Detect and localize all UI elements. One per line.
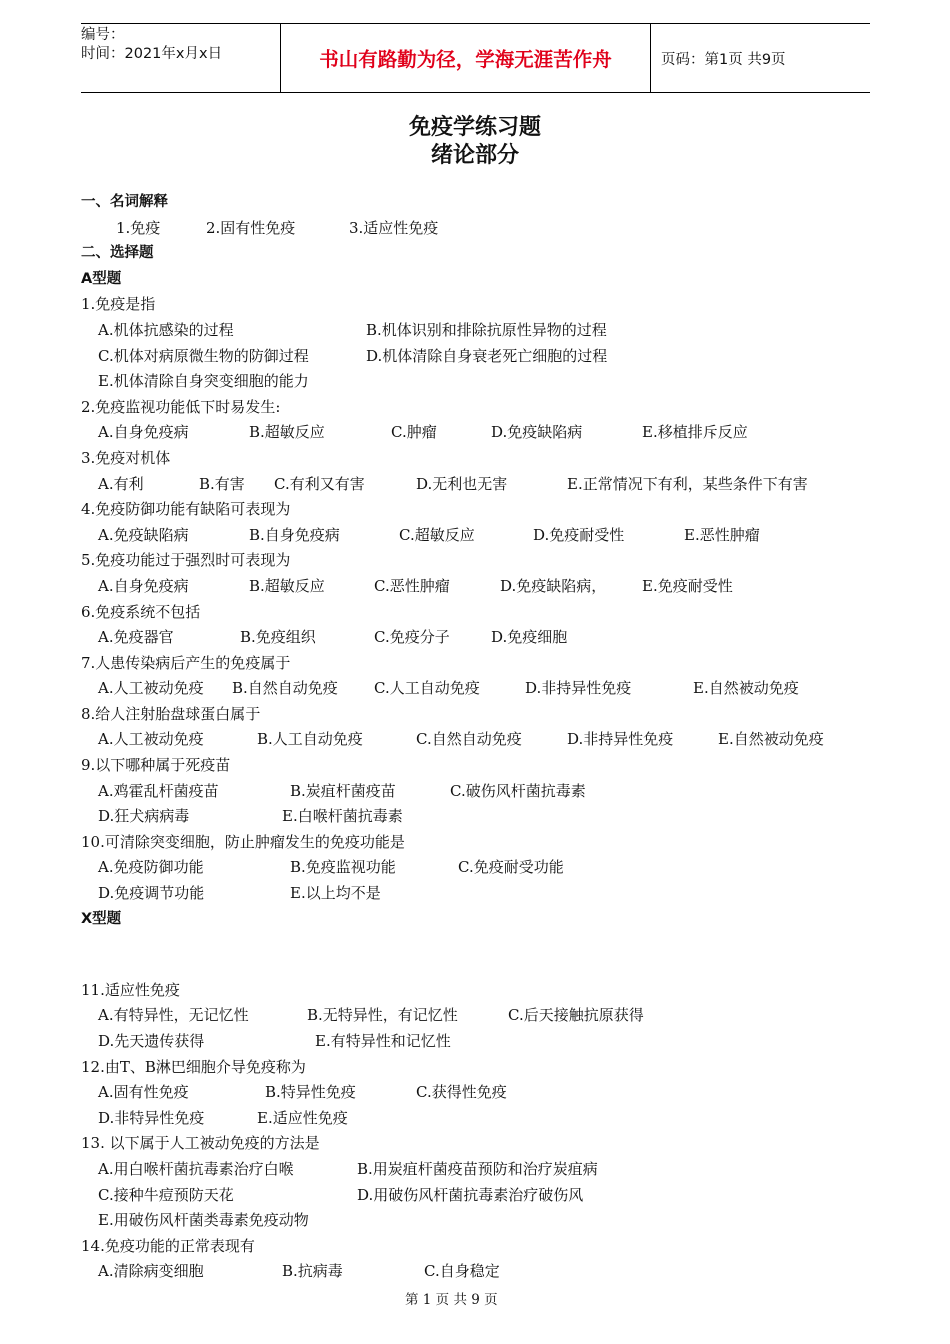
option: C.自身稳定 — [424, 1262, 500, 1281]
option: E.自然被动免疫 — [693, 679, 799, 698]
options-line — [81, 1106, 881, 1132]
option: C.自然自动免疫 — [416, 730, 522, 749]
options-line — [81, 676, 881, 702]
option: D.免疫耐受性 — [533, 525, 625, 544]
options-line — [81, 855, 881, 881]
type-heading: X型题 — [81, 910, 122, 927]
term-1: 1.免疫 — [116, 218, 161, 237]
option: A.有利 — [98, 474, 144, 493]
option: C.机体对病原微生物的防御过程 — [98, 346, 309, 365]
option: B.超敏反应 — [249, 576, 325, 595]
option: B.用炭疽杆菌疫苗预防和治疗炭疽病 — [357, 1159, 598, 1178]
option: A.机体抗感染的过程 — [98, 320, 234, 339]
option: B.机体识别和排除抗原性异物的过程 — [366, 320, 607, 339]
option: A.固有性免疫 — [98, 1083, 189, 1102]
option: E.白喉杆菌抗毒素 — [282, 807, 403, 826]
terms-line — [81, 216, 881, 242]
option: E.用破伤风杆菌类毒素免疫动物 — [98, 1211, 309, 1230]
term-2: 2.固有性免疫 — [206, 218, 296, 237]
option: E.自然被动免疫 — [718, 730, 824, 749]
spacer — [81, 932, 881, 958]
option: E.正常情况下有利，某些条件下有害 — [567, 474, 808, 493]
option: C.有利又有害 — [274, 474, 365, 493]
options-line — [81, 881, 881, 907]
options-line — [81, 344, 881, 370]
option: D.先天遗传获得 — [98, 1032, 205, 1050]
option: A.有特异性，无记忆性 — [98, 1006, 249, 1025]
option: B.免疫监视功能 — [290, 858, 396, 877]
question-stem: 13. 以下属于人工被动免疫的方法是 — [81, 1134, 320, 1153]
question-stem: 2.免疫监视功能低下时易发生: — [81, 397, 281, 416]
options-line — [81, 1208, 881, 1234]
option: B.特异性免疫 — [265, 1083, 356, 1102]
options-line — [81, 318, 881, 344]
option: B.炭疽杆菌疫苗 — [290, 781, 396, 800]
doc-subtitle: 绪论部分 — [430, 143, 519, 168]
option: B.人工自动免疫 — [257, 730, 363, 749]
option: D.机体清除自身衰老死亡细胞的过程 — [366, 346, 608, 365]
option: A.人工被动免疫 — [98, 730, 204, 749]
option: E.机体清除自身突变细胞的能力 — [98, 372, 309, 391]
options-line — [81, 420, 881, 446]
option: A.免疫器官 — [98, 628, 174, 647]
motto: 书山有路勤为径，学海无涯苦作舟 — [280, 24, 651, 92]
question-stem: 14.免疫功能的正常表现有 — [81, 1236, 255, 1255]
option: C.破伤风杆菌抗毒素 — [450, 781, 586, 800]
doc-title: 免疫学练习题 — [408, 115, 541, 140]
option: B.超敏反应 — [249, 423, 325, 442]
page-footer: 第 1 页 共 9 页 — [405, 1292, 498, 1308]
option: D.非持异性免疫 — [567, 730, 674, 749]
question-stem: 3.免疫对机体 — [81, 448, 171, 467]
option: C.人工自动免疫 — [374, 679, 480, 698]
options-line — [81, 804, 881, 830]
options-line — [81, 1259, 881, 1285]
header-left-cell — [81, 24, 280, 92]
option: D.免疫缺陷病 — [491, 423, 583, 442]
option: C.超敏反应 — [399, 525, 475, 544]
option: A.用白喉杆菌抗毒素治疗白喉 — [98, 1159, 294, 1178]
question-stem: 12.由T、B淋巴细胞介导免疫称为 — [81, 1057, 306, 1076]
option: D.非特异性免疫 — [98, 1108, 205, 1127]
section-heading: 一、名词解释 — [81, 194, 168, 210]
options-line — [81, 574, 881, 600]
question-stem: 8.给人注射胎盘球蛋白属于 — [81, 704, 261, 723]
option: A.自身免疫病 — [98, 576, 189, 595]
time-label: 时间：2021年x月x日 — [81, 46, 223, 62]
option: A.免疫防御功能 — [98, 858, 204, 877]
option: A.自身免疫病 — [98, 423, 189, 442]
spacer — [81, 958, 881, 978]
option: C.接种牛痘预防天花 — [98, 1185, 234, 1204]
option: B.自身免疫病 — [249, 525, 340, 544]
option: A.人工被动免疫 — [98, 679, 204, 698]
question-stem: 9.以下哪种属于死疫苗 — [81, 756, 231, 775]
term-3: 3.适应性免疫 — [349, 218, 439, 237]
option: E.免疫耐受性 — [642, 576, 733, 595]
option: C.获得性免疫 — [416, 1083, 507, 1102]
option: A.鸡霍乱杆菌疫苗 — [98, 781, 219, 800]
question-stem: 5.免疫功能过于强烈时可表现为 — [81, 551, 291, 570]
option: D.无利也无害 — [416, 474, 508, 493]
option: B.有害 — [199, 474, 245, 493]
question-list — [81, 190, 881, 1285]
option: C.恶性肿瘤 — [374, 576, 450, 595]
option: D.狂犬病病毒 — [98, 807, 190, 826]
options-line — [81, 1003, 881, 1029]
options-line — [81, 1183, 881, 1209]
option: B.无特异性，有记忆性 — [307, 1006, 458, 1025]
option: E.移植排斥反应 — [642, 423, 748, 442]
option: B.免疫组织 — [240, 628, 316, 647]
option: C.免疫耐受功能 — [458, 858, 564, 877]
option: B.抗病毒 — [282, 1262, 343, 1281]
question-stem: 4.免疫防御功能有缺陷可表现为 — [81, 500, 291, 519]
section-heading: 二、选择题 — [81, 245, 154, 262]
options-line — [81, 1080, 881, 1106]
option: B.自然自动免疫 — [232, 679, 338, 698]
option: E.适应性免疫 — [257, 1108, 348, 1127]
option: D.免疫细胞 — [491, 628, 568, 647]
options-line — [81, 727, 881, 753]
options-line — [81, 1029, 881, 1055]
options-line — [81, 779, 881, 805]
options-line — [81, 1157, 881, 1183]
options-line — [81, 369, 881, 395]
option: C.后天接触抗原获得 — [508, 1006, 644, 1025]
option: E.有特异性和记忆性 — [315, 1032, 451, 1050]
option: E.以上均不是 — [290, 884, 381, 903]
question-stem: 11.适应性免疫 — [81, 980, 180, 999]
option: E.恶性肿瘤 — [684, 525, 760, 544]
options-line — [81, 523, 881, 549]
option: A.清除病变细胞 — [98, 1262, 204, 1281]
options-line — [81, 625, 881, 651]
option: A.免疫缺陷病 — [98, 525, 189, 544]
question-stem: 6.免疫系统不包括 — [81, 602, 201, 621]
page-header — [81, 23, 870, 93]
option: C.肿瘤 — [391, 423, 437, 442]
options-line — [81, 472, 881, 498]
question-stem: 10.可清除突变细胞，防止肿瘤发生的免疫功能是 — [81, 832, 405, 851]
option: D.非持异性免疫 — [525, 679, 632, 698]
question-stem: 7.人患传染病后产生的免疫属于 — [81, 653, 291, 672]
question-stem: 1.免疫是指 — [81, 295, 156, 314]
option: D.用破伤风杆菌抗毒素治疗破伤风 — [357, 1185, 584, 1204]
option: D.免疫缺陷病， — [500, 576, 607, 595]
option: C.免疫分子 — [374, 628, 450, 647]
type-heading: A型题 — [81, 270, 122, 287]
number-label: 编号： — [81, 27, 125, 43]
page-code: 页码：第1页 共9页 — [661, 51, 786, 68]
option: D.免疫调节功能 — [98, 884, 205, 903]
